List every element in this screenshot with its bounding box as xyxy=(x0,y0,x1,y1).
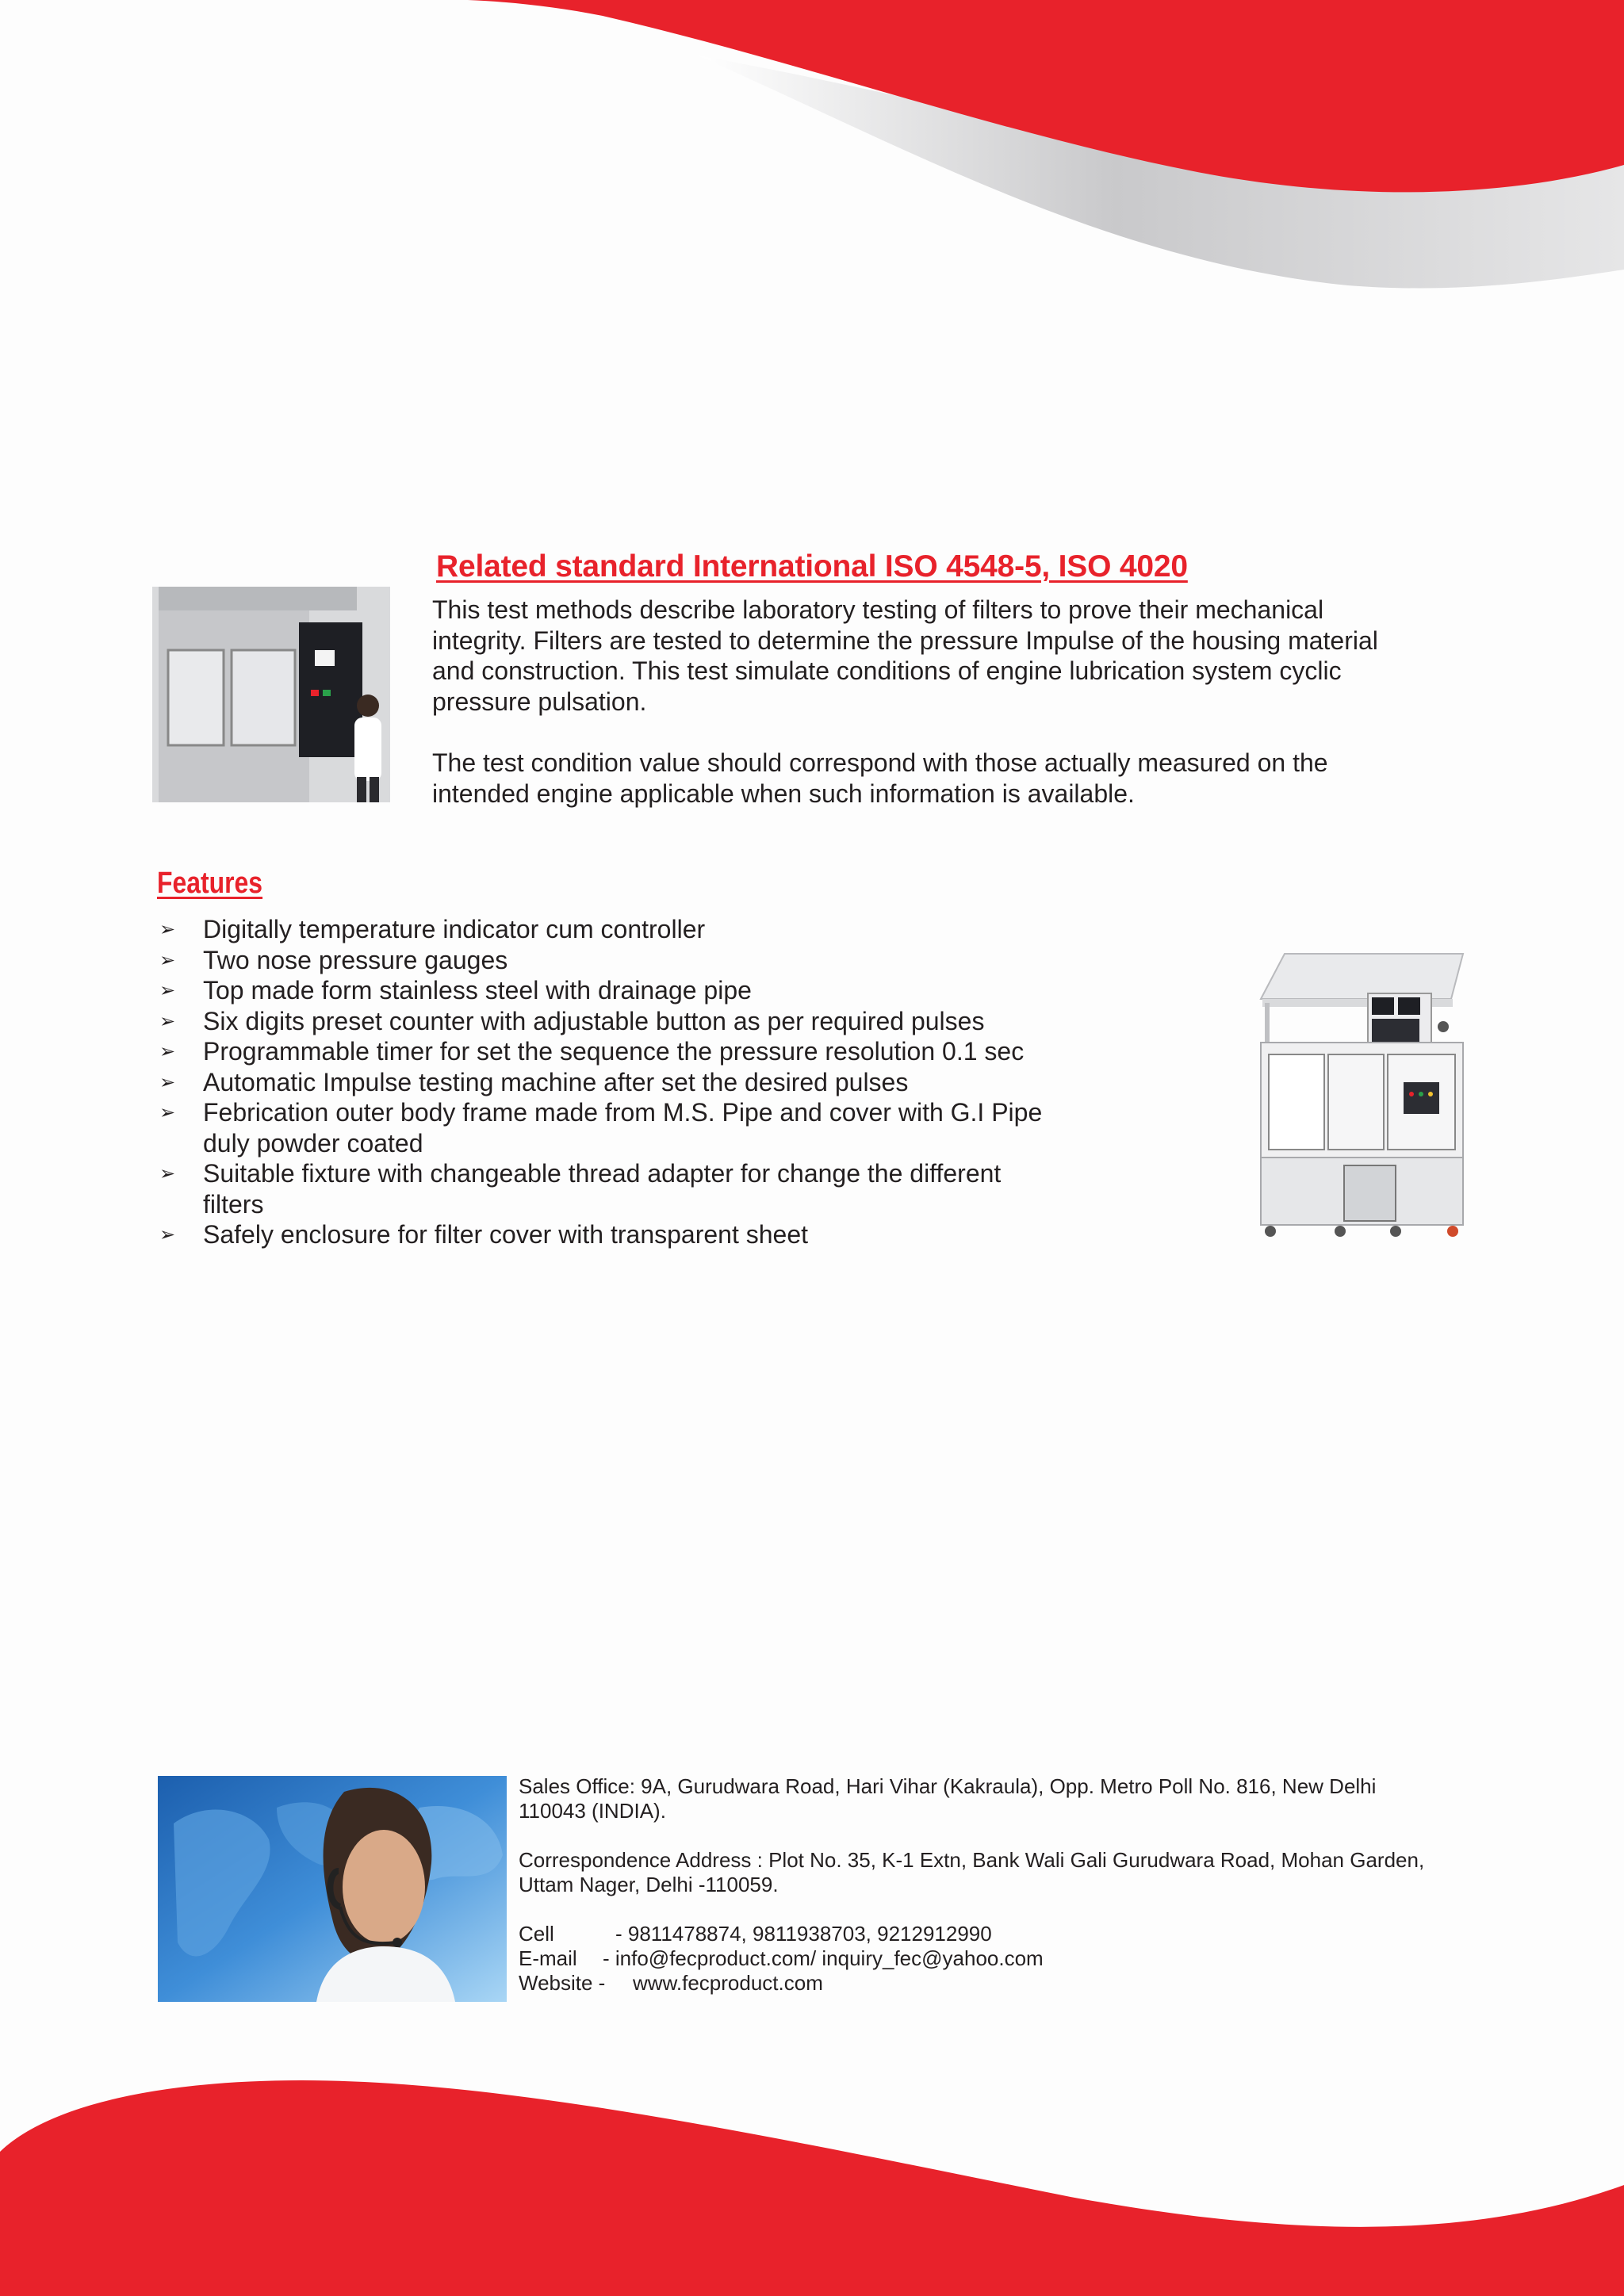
arrowhead-bullet-icon: ➢ xyxy=(159,1223,176,1246)
cell-row xyxy=(519,1922,1549,1946)
feature-text: Febrication outer body frame made from M.S. Pipe and cover with G.I Pipe duly powder coated xyxy=(203,1098,1043,1158)
correspondence-address: Correspondence Address : Plot No. 35, K-1 Extn, Bank Wali Gali Gurudwara Road, Mohan Garden, Uttam Nager, Delhi -110059. xyxy=(519,1848,1425,1896)
website-link[interactable]: www.fecproduct.com xyxy=(633,1971,823,1995)
features-list xyxy=(157,914,1124,1250)
arrowhead-bullet-icon: ➢ xyxy=(159,1162,176,1184)
feature-text: Automatic Impulse testing machine after set the desired pulses xyxy=(203,1067,909,1096)
bottom-wave-decoration xyxy=(0,2066,1624,2296)
website-label: Website - xyxy=(519,1971,606,1995)
arrowhead-bullet-icon: ➢ xyxy=(159,1070,176,1093)
contact-details xyxy=(519,1774,1549,1996)
feature-item xyxy=(157,1036,1124,1067)
feature-text: Suitable fixture with changeable thread adapter for change the different filters xyxy=(203,1159,1002,1219)
feature-item xyxy=(157,1067,1124,1098)
arrowhead-bullet-icon: ➢ xyxy=(159,918,176,940)
intro-paragraph: This test methods describe laboratory testing of filters to prove their mechanical integrity. Filters are tested to determine the pressure Impulse of the housing material and construction. This test simulate conditions of engine lubrication system cyclic pressure pulsation. xyxy=(432,595,1378,716)
feature-item xyxy=(157,1097,1124,1158)
lab-testing-photo xyxy=(152,587,390,802)
sales-office-address: Sales Office: 9A, Gurudwara Road, Hari Vihar (Kakraula), Opp. Metro Poll No. 816, New Delhi 110043 (INDIA). xyxy=(519,1774,1377,1823)
feature-text: Digitally temperature indicator cum controller xyxy=(203,915,706,943)
email-row xyxy=(519,1946,1549,1971)
arrowhead-bullet-icon: ➢ xyxy=(159,1101,176,1123)
arrowhead-bullet-icon: ➢ xyxy=(159,979,176,1001)
standard-heading: Related standard International ISO 4548-5, ISO 4020 xyxy=(436,549,1188,584)
feature-item xyxy=(157,1006,1124,1037)
feature-text: Six digits preset counter with adjustable button as per required pulses xyxy=(203,1006,985,1035)
feature-text: Programmable timer for set the sequence the pressure resolution 0.1 sec xyxy=(203,1037,1025,1066)
customer-support-photo xyxy=(158,1776,507,2002)
feature-item xyxy=(157,945,1124,976)
arrowhead-bullet-icon: ➢ xyxy=(159,1009,176,1032)
arrowhead-bullet-icon: ➢ xyxy=(159,948,176,971)
feature-item xyxy=(157,914,1124,945)
feature-item xyxy=(157,975,1124,1006)
email-label: E-mail xyxy=(519,1946,577,1970)
email-address[interactable]: - info@fecproduct.com/ inquiry_fec@yahoo.com xyxy=(603,1946,1044,1970)
feature-text: Top made form stainless steel with drainage pipe xyxy=(203,976,752,1004)
cell-label: Cell xyxy=(519,1922,554,1946)
feature-item xyxy=(157,1158,1124,1219)
website-row xyxy=(519,1971,1549,1996)
features-heading: Features xyxy=(157,867,263,900)
feature-text: Two nose pressure gauges xyxy=(203,945,508,974)
cell-numbers: - 9811478874, 9811938703, 9212912990 xyxy=(615,1922,992,1946)
feature-text: Safely enclosure for filter cover with transparent sheet xyxy=(203,1220,809,1249)
top-wave-decoration xyxy=(0,0,1624,301)
impulse-testing-machine-photo xyxy=(1253,947,1467,1245)
feature-item xyxy=(157,1219,1124,1250)
intro-paragraph: The test condition value should correspond with those actually measured on the intended engine applicable when such information is available. xyxy=(432,748,1328,808)
arrowhead-bullet-icon: ➢ xyxy=(159,1040,176,1062)
